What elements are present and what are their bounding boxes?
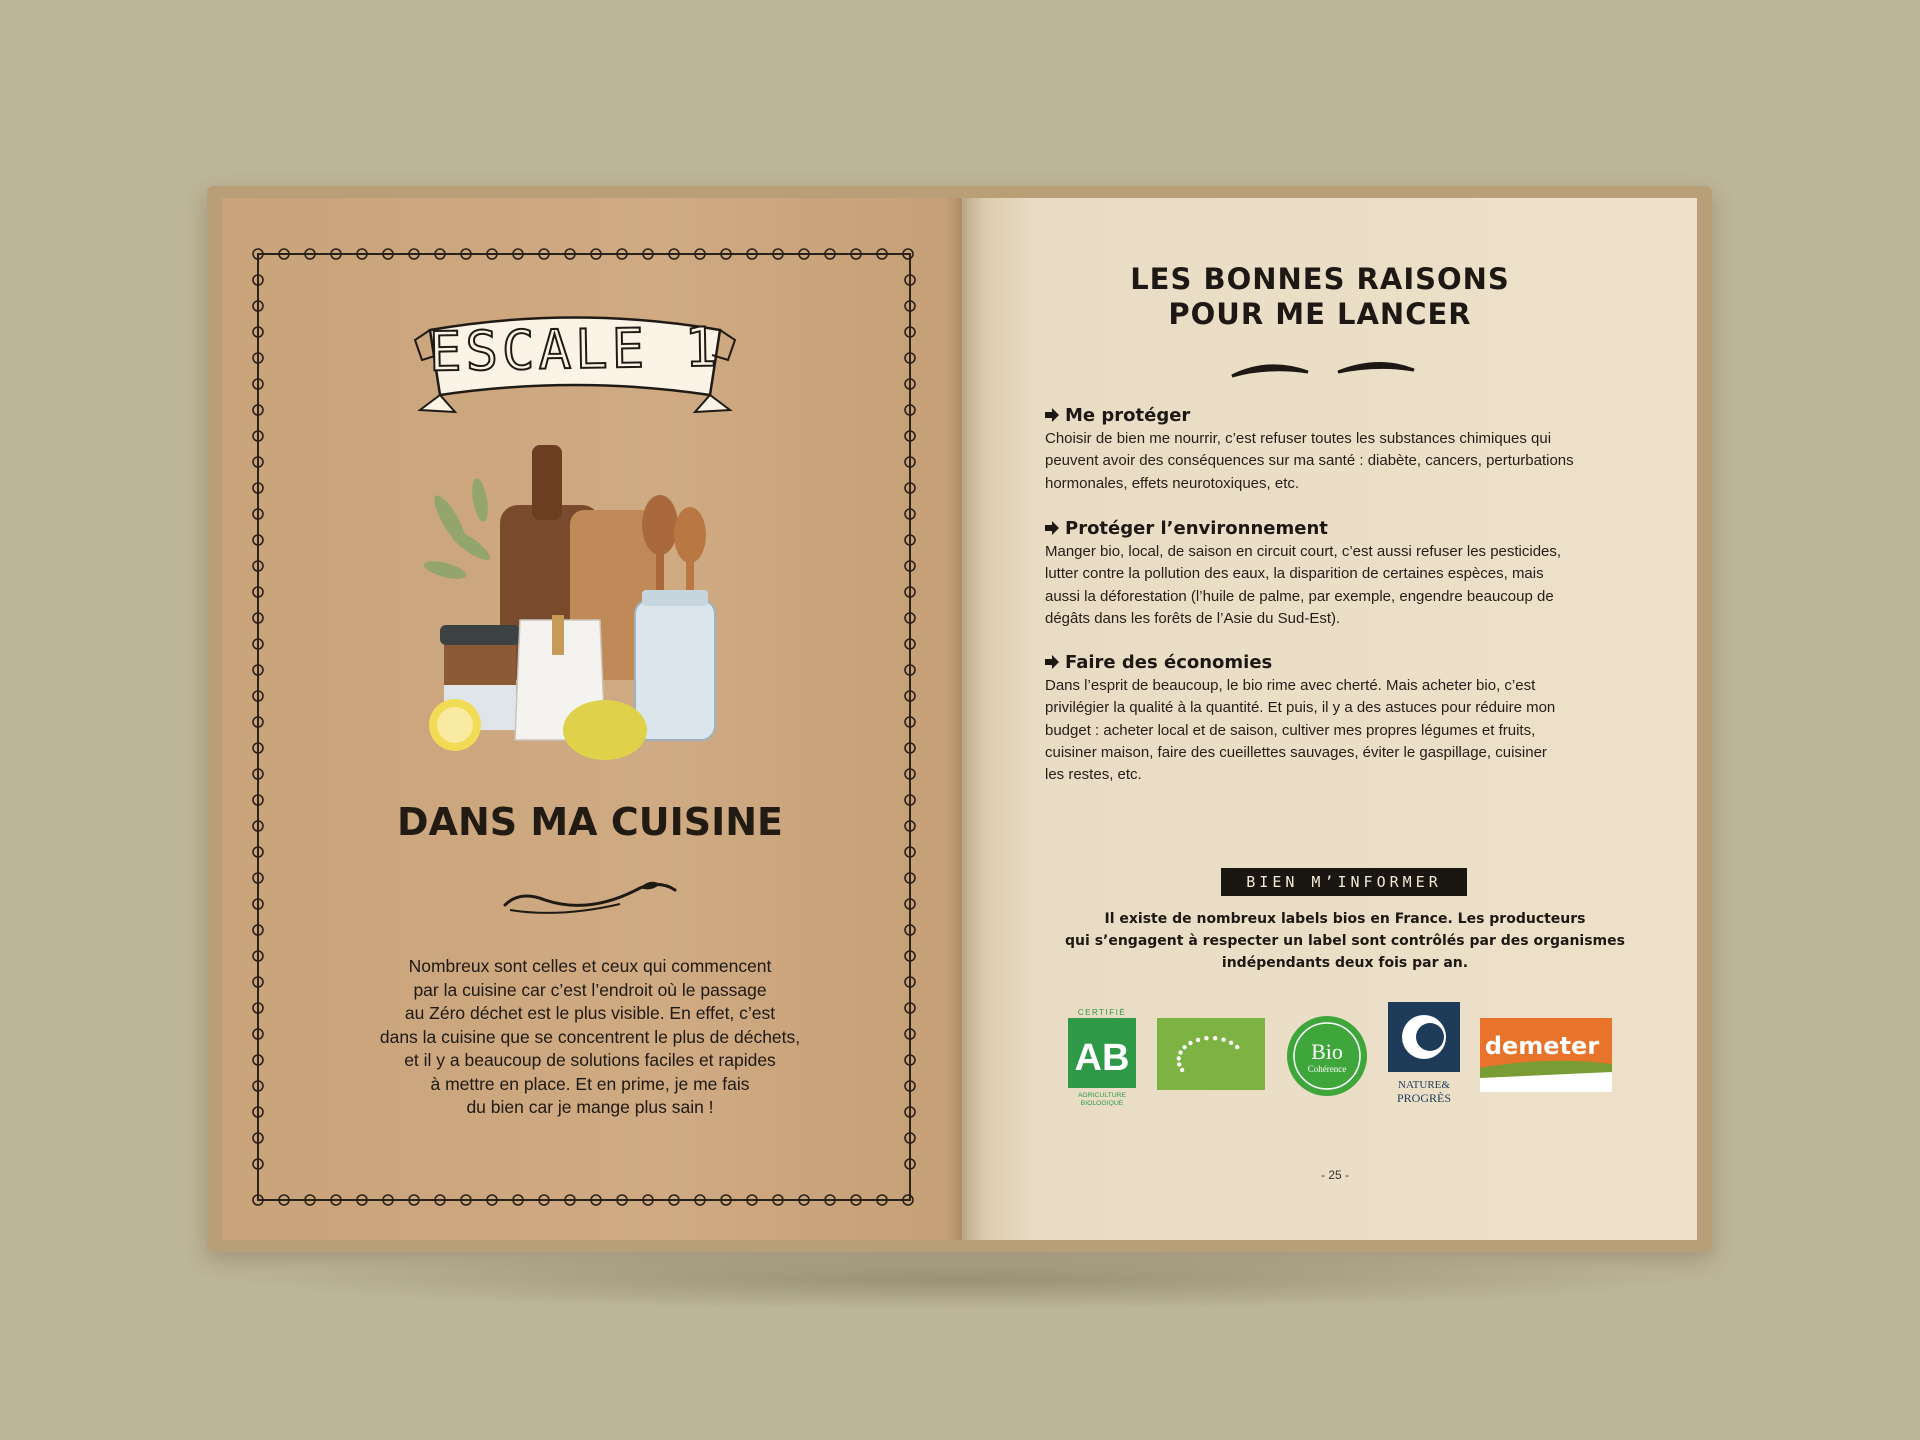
- demeter-text: demeter: [1484, 1032, 1600, 1060]
- intro-paragraph: [300, 955, 880, 1120]
- reason-section: [1045, 402, 1635, 495]
- escale-label: ESCALE 1: [428, 315, 722, 384]
- bio-coherence-logo: [1285, 1014, 1369, 1098]
- body-line: privilégier la qualité à la quantité. Et puis, il y a des astuces pour réduire mon: [1045, 699, 1556, 717]
- section-body: [1045, 541, 1635, 630]
- brush-divider-icon: [1228, 354, 1418, 384]
- body-line: lutter contre la pollution des eaux, la disparition de certaines espèces, mais: [1045, 565, 1544, 583]
- body-line: les restes, etc.: [1045, 766, 1142, 784]
- book-shadow: [230, 1250, 1690, 1310]
- body-line: Choisir de bien me nourrir, c’est refuser toutes les substances chimiques qui: [1045, 430, 1552, 447]
- intro-line: à mettre en place. Et en prime, je me fais: [430, 1073, 750, 1094]
- bio-coherence-text-2: Cohérence: [1307, 1064, 1347, 1074]
- section-heading-text: Protéger l’environnement: [1065, 517, 1328, 539]
- info-badge: BIEN M’INFORMER: [1221, 868, 1467, 896]
- book-gutter: [946, 198, 986, 1240]
- body-line: Dans l’esprit de beaucoup, le bio rime avec cherté. Mais acheter bio, c’est: [1045, 677, 1536, 694]
- demeter-logo: [1480, 1018, 1612, 1092]
- flourish-divider-icon: [500, 870, 680, 920]
- section-body: [1045, 675, 1635, 786]
- section-body: [1045, 428, 1635, 495]
- info-line: Il existe de nombreux labels bios en France. Les producteurs: [1104, 911, 1586, 927]
- intro-line: Nombreux sont celles et ceux qui commencent: [408, 956, 772, 976]
- page-title: [1100, 262, 1540, 332]
- info-paragraph: [1060, 908, 1630, 974]
- body-line: dégâts dans les forêts de l’Asie du Sud-Est).: [1045, 609, 1341, 627]
- reason-section: [1045, 515, 1635, 630]
- ab-bottom-text-1: AGRICULTURE: [1077, 1092, 1127, 1099]
- body-line: peuvent avoir des conséquences sur ma santé : diabète, cancers, perturbations: [1045, 452, 1574, 470]
- reason-section: [1045, 649, 1635, 786]
- ab-label-logo: [1064, 1006, 1140, 1106]
- page-number: - 25 -: [1320, 1168, 1349, 1182]
- body-line: budget : acheter local et de saison, cultiver mes propres légumes et fruits,: [1045, 721, 1536, 739]
- nature-progres-text-1: NATURE&: [1398, 1079, 1450, 1091]
- nature-progres-text-2: PROGRÈS: [1396, 1091, 1452, 1105]
- ab-top-text: CERTIFIÉ: [1077, 1008, 1127, 1017]
- ab-mark: AB: [1074, 1037, 1130, 1079]
- section-heading: [1045, 515, 1635, 541]
- info-line: indépendants deux fois par an.: [1221, 955, 1469, 971]
- body-line: hormonales, effets neurotoxiques, etc.: [1045, 474, 1300, 492]
- section-heading: [1045, 649, 1635, 675]
- arrow-right-icon: [1045, 408, 1059, 422]
- intro-line: et il y a beaucoup de solutions faciles et rapides: [404, 1050, 776, 1070]
- body-line: aussi la déforestation (l’huile de palme, par exemple, engendre beaucoup de: [1045, 587, 1554, 605]
- nature-progres-logo: [1386, 1000, 1462, 1106]
- intro-line: dans la cuisine que se concentrent le plus de déchets,: [379, 1026, 801, 1047]
- body-line: cuisiner maison, faire des cueillettes sauvages, éviter le gaspillage, cuisiner: [1045, 743, 1547, 761]
- kitchen-utensils-illustration: [420, 440, 740, 760]
- intro-line: par la cuisine car c’est l’endroit où le passage: [413, 979, 767, 1000]
- intro-line: du bien car je mange plus sain !: [466, 1097, 714, 1117]
- ab-bottom-text-2: BIOLOGIQUE: [1080, 1100, 1124, 1106]
- bio-coherence-text-1: Bio: [1311, 1039, 1343, 1064]
- title-line: LES BONNES RAISONS: [1130, 262, 1510, 296]
- section-heading: [1045, 402, 1635, 428]
- chapter-title: DANS MA CUISINE: [397, 800, 783, 844]
- section-heading-text: Faire des économies: [1065, 651, 1273, 673]
- title-line: POUR ME LANCER: [1168, 297, 1472, 331]
- eu-organic-leaf-logo: [1157, 1018, 1265, 1090]
- section-heading-text: Me protéger: [1065, 404, 1191, 426]
- body-line: Manger bio, local, de saison en circuit court, c’est aussi refuser les pesticides,: [1045, 543, 1562, 560]
- arrow-right-icon: [1045, 521, 1059, 535]
- arrow-right-icon: [1045, 655, 1059, 669]
- intro-line: au Zéro déchet est le plus visible. En effet, c’est: [404, 1003, 776, 1023]
- info-line: qui s’engagent à respecter un label sont contrôlés par des organismes: [1065, 933, 1625, 949]
